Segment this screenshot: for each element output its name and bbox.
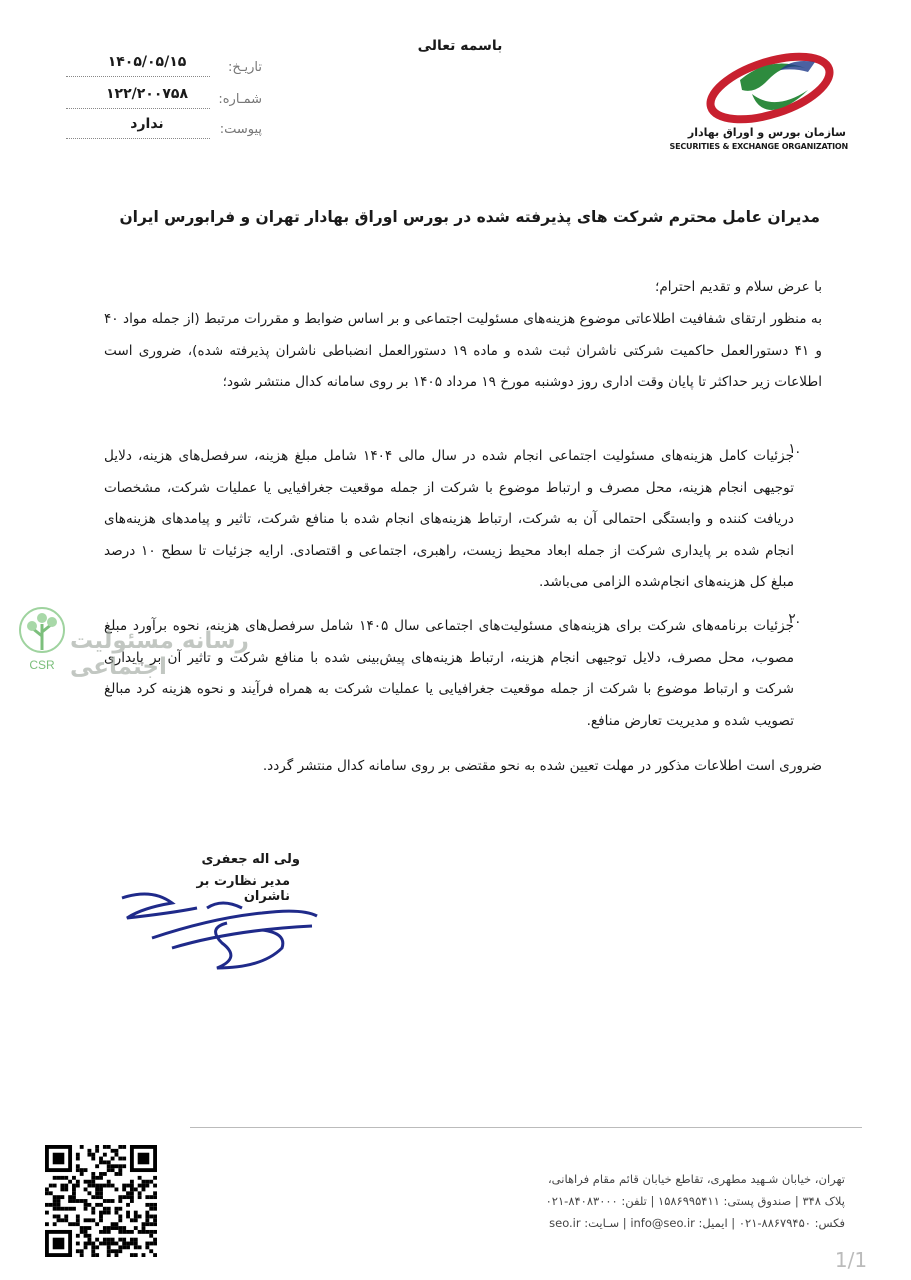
- page-number: 1/1: [834, 1248, 868, 1272]
- date-dotted-line: [66, 76, 210, 77]
- attachment-row: [62, 116, 262, 142]
- footer-divider: [190, 1127, 862, 1128]
- date-label: تاریـخ:: [227, 60, 262, 75]
- closing-paragraph: ضروری است اطلاعات مذکور در مهلت تعیین شده به نحو مقتضی بر روی سامانه کدال منتشر گردد.: [262, 758, 822, 774]
- addressee: مدیران عامل محترم شرکت های پذیرفته شده در بورس اوراق بهادار تهران و فرابورس ایران: [119, 208, 820, 226]
- number-dotted-line: [66, 108, 210, 109]
- list-item-number: ۲.: [788, 611, 800, 627]
- logo-name-en: SECURITIES & EXCHANGE ORGANIZATION: [669, 142, 848, 151]
- qr-code-icon: [45, 1145, 157, 1257]
- list-item: جزئیات کامل هزینه‌های مسئولیت اجتماعی انجام شده در سال مالی ۱۴۰۴ شامل مبلغ هزینه، سرفصل‌های هزینه، دلایل توجیهی انجام هزینه، محل مصرف و ارتباط موضوع با شرکت از جمله موقعیت جغرافیایی یا عملیات شرکت، مشخصات دریافت کننده و وابستگی احتمالی آن به شرکت، ارتباط هزینه‌های انجام شده با منافع شرکت، تاثیر و پیامدهای هزینه‌های انجام شده بر پایداری شرکت از جمله ابعاد محیط زیست، راهبری، اجتماعی و اقتصادی. ارایه جزئیات تا سطح ۱۰ درصد مبلغ کل هزینه‌های انجام‌شده الزامی می‌باشد.: [104, 448, 794, 590]
- intro-paragraph: به منظور ارتقای شفافیت اطلاعاتی موضوع هزینه‌های مسئولیت اجتماعی و بر اساس ضوابط و مقررات مرتبط (از جمله مواد ۴۰ و ۴۱ دستورالعمل حاکمیت شرکتی ناشران ثبت شده و ماده ۱۹ دستورالعمل انضباطی ناشران پذیرفته شده)، ضروری است اطلاعات زیر حداکثر تا پایان وقت اداری روز دوشنبه مورخ ۱۹ مرداد ۱۴۰۵ بر روی سامانه کدال منتشر شود؛: [104, 311, 822, 390]
- signer-name: ولی اله جعفری: [201, 852, 300, 867]
- signer-title: مدیر نظارت بر ناشران: [196, 874, 290, 904]
- date-row: [62, 54, 262, 80]
- attachment-label: پیوست:: [219, 122, 262, 137]
- greeting: با عرض سلام و تقدیم احترام؛: [655, 279, 822, 295]
- handwritten-signature-icon: [112, 868, 324, 978]
- csr-tree-icon: [14, 606, 70, 674]
- number-row: [62, 86, 262, 112]
- list-item: جزئیات برنامه‌های شرکت برای هزینه‌های مسئولیت‌های اجتماعی سال ۱۴۰۵ شامل سرفصل‌های هزینه، نحوه برآورد مبلغ مصوب، محل مصرف، دلایل توجیهی انجام هزینه، ارتباط هزینه‌های پیش‌بینی شده با منافع شرکت و تاثیر آن بر پایداری شرکت و ارتباط موضوع با شرکت از جمله موقعیت جغرافیایی یا عملیات شرکت به همراه فرآیند و نحوه هزینه کرد مبالغ تصویب شده و مدیریت تعارض منافع.: [104, 618, 794, 729]
- footer-address-line: پلاک ۳۴۸ | صندوق پستی: ۱۵۸۶۹۹۵۴۱۱ | تلفن: ۸۴۰۸۳۰۰۰-۰۲۱: [545, 1194, 845, 1208]
- footer-address-line: تهران، خیابان شـهید مطهری، تقاطع خیابان قائم مقام فراهانی،: [547, 1172, 845, 1186]
- date-value: ۱۴۰۵/۰۵/۱۵: [107, 54, 187, 70]
- svg-text:CSR: CSR: [29, 658, 55, 672]
- attachment-dotted-line: [66, 138, 210, 139]
- number-value: ۱۲۲/۲۰۰۷۵۸: [105, 86, 189, 102]
- watermark-text: رسانه مسئولیت اجتماعی: [70, 628, 249, 680]
- basmala: باسمه تعالی: [417, 38, 503, 54]
- list-item-number: ۱.: [788, 441, 800, 457]
- footer-address-line: فکس: ۸۸۶۷۹۴۵۰-۰۲۱ | ایمیل: info@seo.ir | سـایت: seo.ir: [549, 1216, 845, 1230]
- number-label: شمـاره:: [218, 92, 262, 107]
- attachment-value: ندارد: [130, 116, 164, 132]
- logo-name-fa: سازمان بورس و اوراق بهادار: [687, 126, 846, 139]
